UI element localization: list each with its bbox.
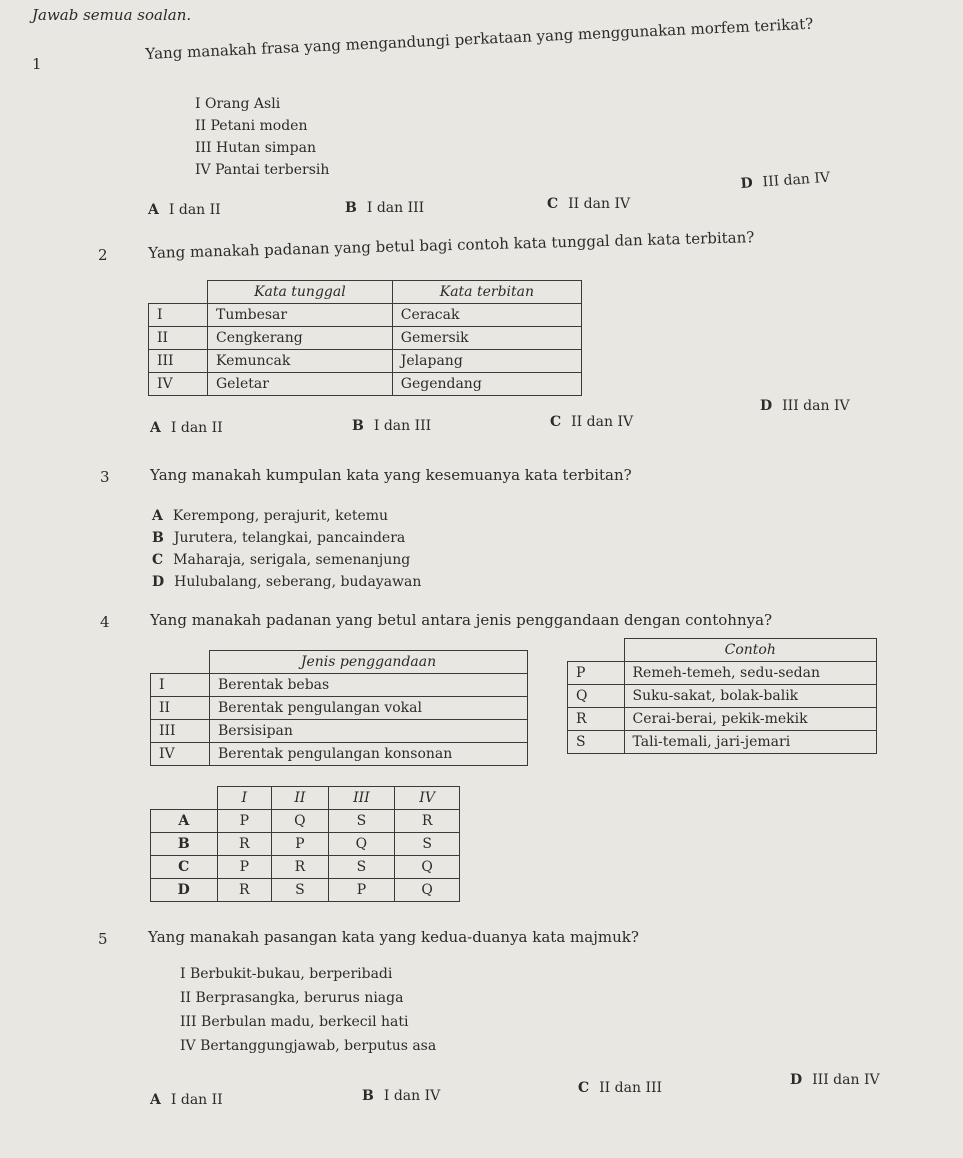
q4-table2-header: Contoh <box>624 639 877 662</box>
q4-table-jenis <box>150 650 528 766</box>
q5-option-c[interactable]: C II dan III <box>578 1080 663 1096</box>
q1-option-c[interactable]: C II dan IV <box>547 196 631 212</box>
q5-item: III Berbulan madu, berkecil hati <box>180 1014 409 1030</box>
q5-item: I Berbukit-bukau, berperibadi <box>180 966 393 982</box>
q4-number: 4 <box>100 613 110 631</box>
q1-item: IV Pantai terbersih <box>195 162 330 178</box>
q2-option-b[interactable]: B I dan III <box>352 418 432 434</box>
q2-number: 2 <box>98 246 108 264</box>
table-row[interactable]: B R P Q S <box>151 833 460 856</box>
q5-option-a[interactable]: A I dan II <box>150 1092 223 1108</box>
table-row: II Berentak pengulangan vokal <box>151 697 528 720</box>
q2-text: Yang manakah padanan yang betul bagi contoh kata tunggal dan kata terbitan? <box>148 228 755 262</box>
table-row: II Cengkerang Gemersik <box>149 327 582 350</box>
q1-number: 1 <box>32 55 42 73</box>
table-row[interactable]: D R S P Q <box>151 879 460 902</box>
q3-number: 3 <box>100 468 110 486</box>
q4-table-contoh <box>567 638 877 754</box>
q1-item: III Hutan simpan <box>195 140 316 156</box>
q3-text: Yang manakah kumpulan kata yang kesemuanya kata terbitan? <box>150 466 632 484</box>
q2-table <box>148 280 582 396</box>
table-row: P Remeh-temeh, sedu-sedan <box>568 662 877 685</box>
table-row: III Kemuncak Jelapang <box>149 350 582 373</box>
q5-number: 5 <box>98 930 108 948</box>
table-row[interactable]: A P Q S R <box>151 810 460 833</box>
instruction: Jawab semua soalan. <box>32 6 192 24</box>
q5-option-b[interactable]: B I dan IV <box>362 1088 441 1104</box>
q1-text: Yang manakah frasa yang mengandungi perkataan yang menggunakan morfem terikat? <box>145 14 814 63</box>
q5-item: IV Bertanggungjawab, berputus asa <box>180 1038 437 1054</box>
q4-answer-table: I II III IV A P Q S R B R P Q S C P R S Q D R S P Q <box>150 786 460 902</box>
q1-item: I Orang Asli <box>195 96 281 112</box>
table-row: IV Berentak pengulangan konsonan <box>151 743 528 766</box>
q1-option-a[interactable]: A I dan II <box>148 202 221 218</box>
q1-option-d[interactable]: D III dan IV <box>740 169 831 192</box>
table-row: III Bersisipan <box>151 720 528 743</box>
q2-header: Kata terbitan <box>392 281 581 304</box>
q3-option-c[interactable]: C Maharaja, serigala, semenanjung <box>152 552 411 568</box>
q3-option-a[interactable]: A Kerempong, perajurit, ketemu <box>152 508 389 524</box>
q2-option-d[interactable]: D III dan IV <box>760 398 850 414</box>
q2-option-a[interactable]: A I dan II <box>150 420 223 436</box>
table-row: I Berentak bebas <box>151 674 528 697</box>
q3-option-d[interactable]: D Hulubalang, seberang, budayawan <box>152 574 422 590</box>
q1-option-b[interactable]: B I dan III <box>345 200 425 216</box>
table-row: Q Suku-sakat, bolak-balik <box>568 685 877 708</box>
table-row[interactable]: C P R S Q <box>151 856 460 879</box>
q5-option-d[interactable]: D III dan IV <box>790 1072 880 1088</box>
q2-option-c[interactable]: C II dan IV <box>550 414 634 430</box>
q3-option-b[interactable]: B Jurutera, telangkai, pancaindera <box>152 530 406 546</box>
q2-header: Kata tunggal <box>208 281 393 304</box>
q4-text: Yang manakah padanan yang betul antara jenis penggandaan dengan contohnya? <box>150 611 773 629</box>
table-row: I Tumbesar Ceracak <box>149 304 582 327</box>
q5-text: Yang manakah pasangan kata yang kedua-duanya kata majmuk? <box>148 928 639 946</box>
q4-table1-header: Jenis penggandaan <box>210 651 528 674</box>
table-row: IV Geletar Gegendang <box>149 373 582 396</box>
table-row: S Tali-temali, jari-jemari <box>568 731 877 754</box>
table-row: R Cerai-berai, pekik-mekik <box>568 708 877 731</box>
q5-item: II Berprasangka, berurus niaga <box>180 990 404 1006</box>
q1-item: II Petani moden <box>195 118 308 134</box>
